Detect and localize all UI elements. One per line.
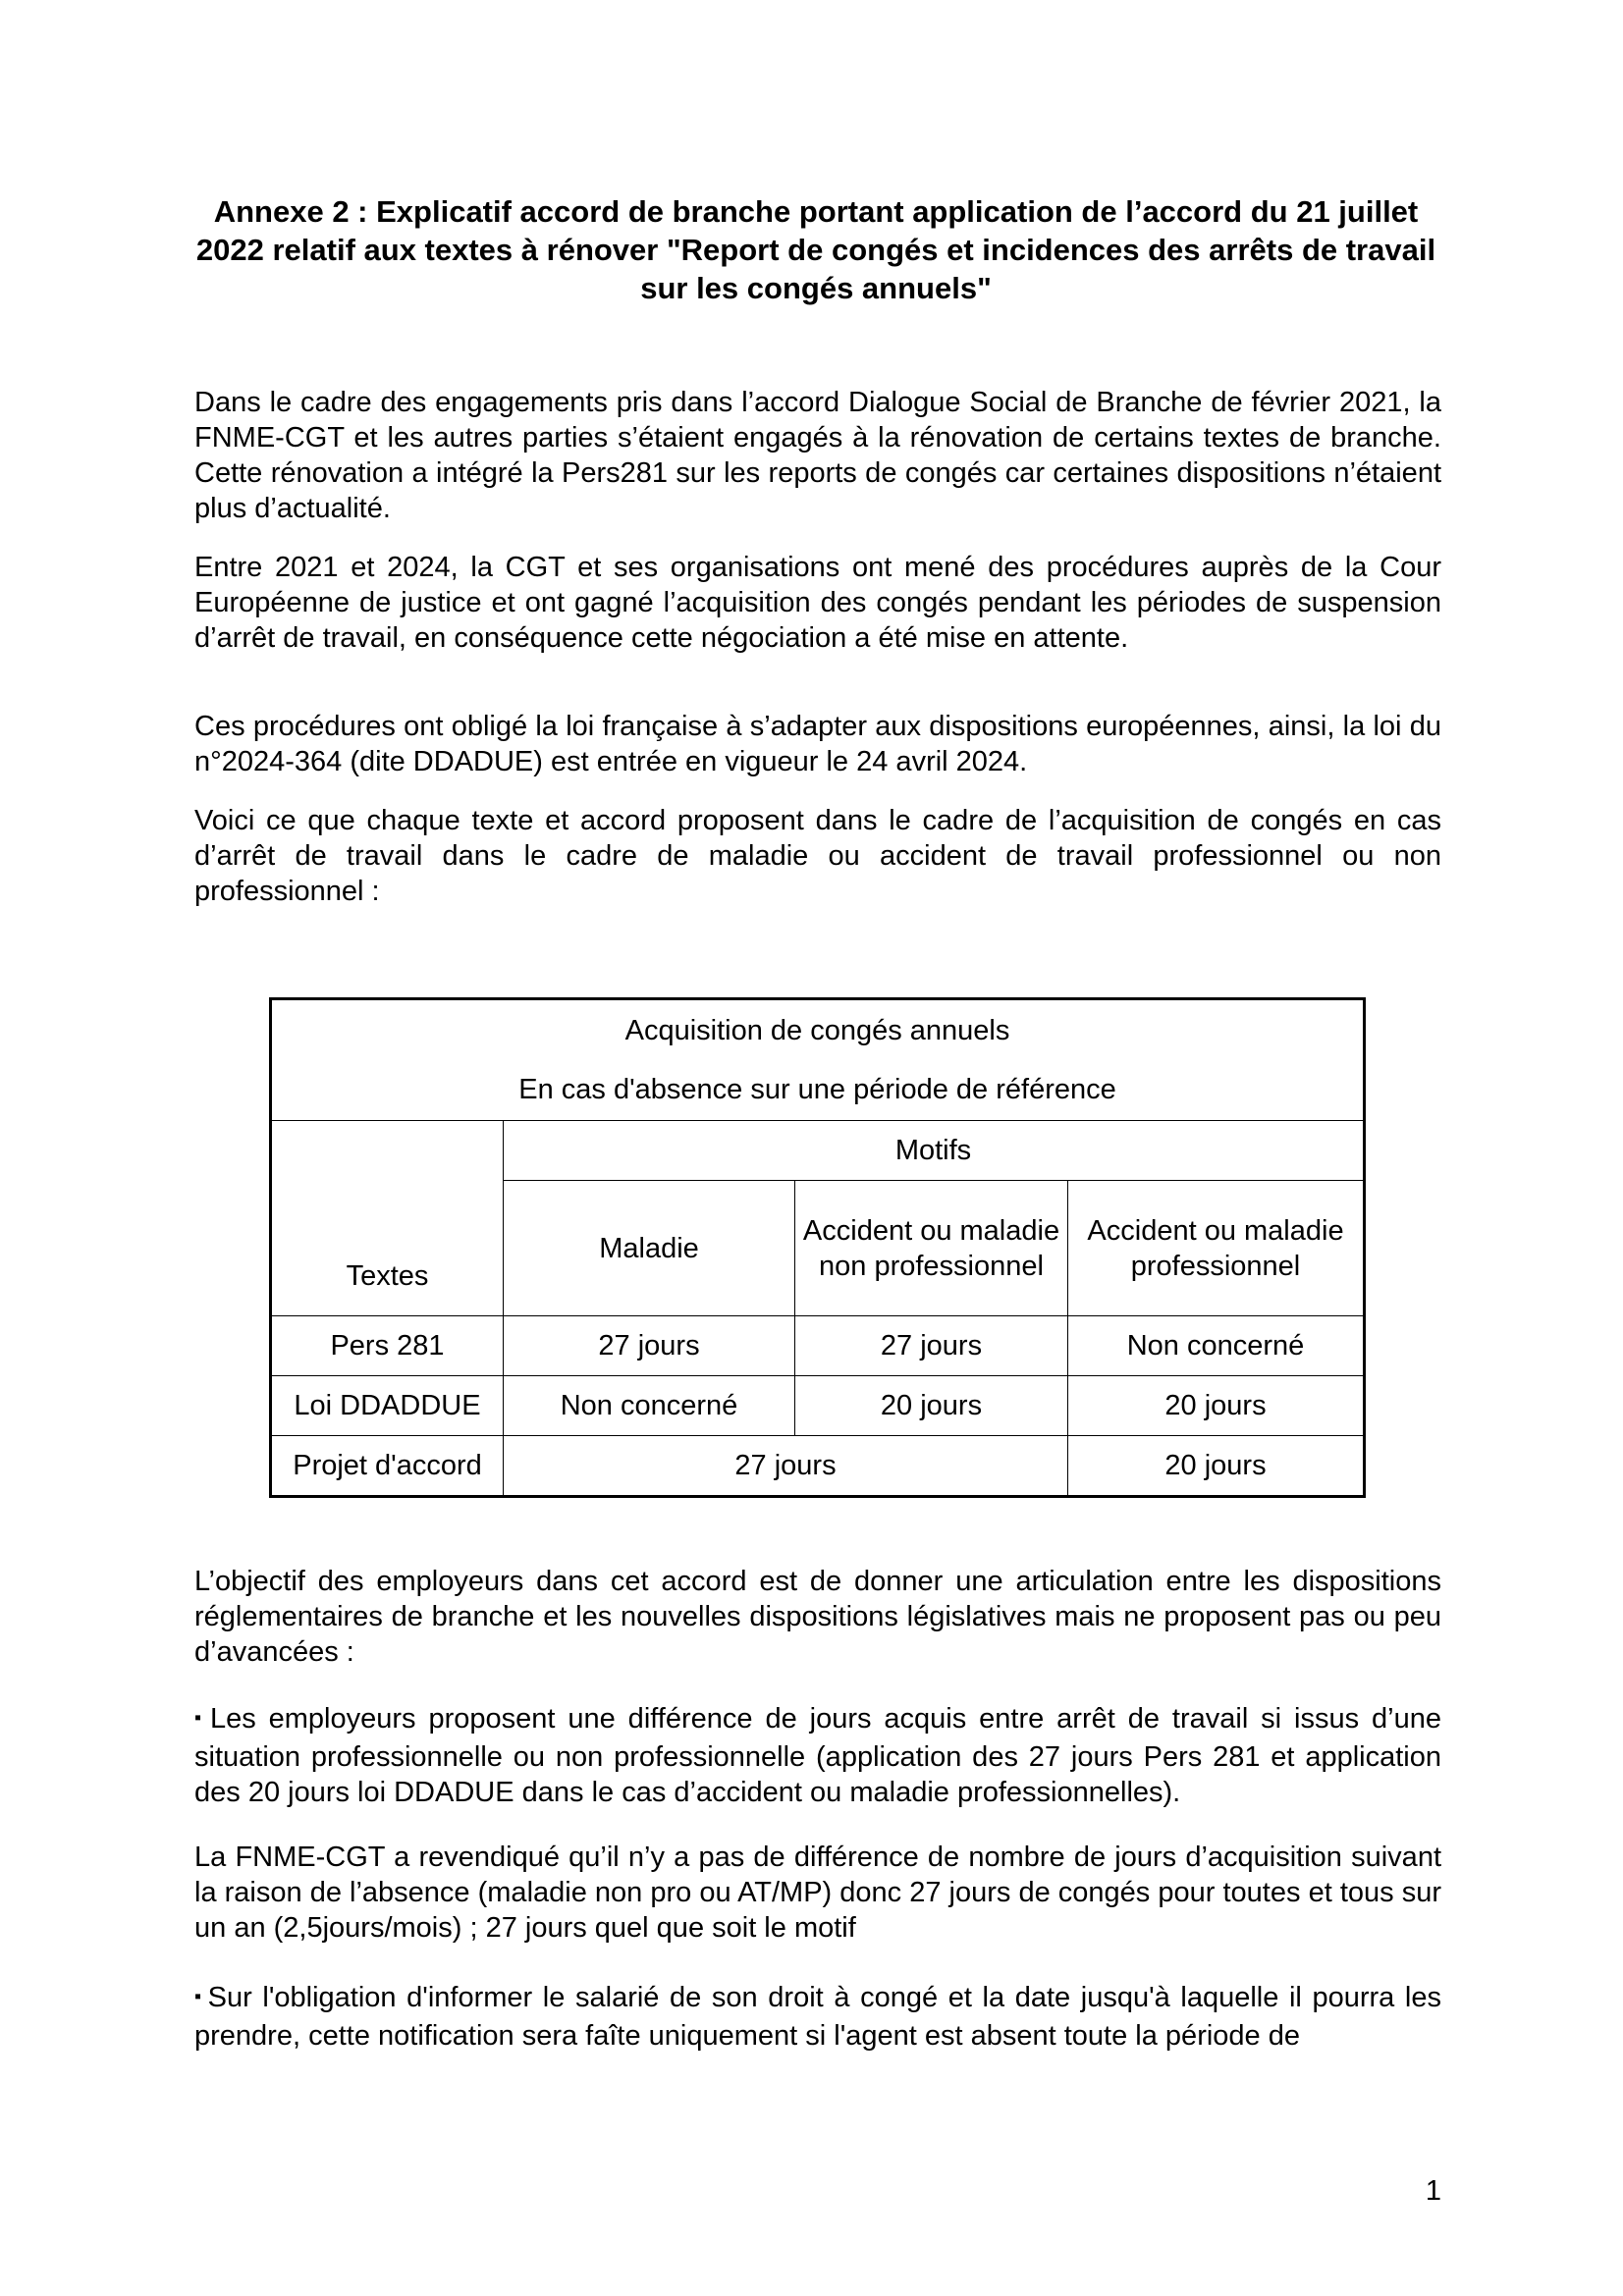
page-number: 1	[1425, 2175, 1441, 2207]
cell-merged-maladie-non-pro: 27 jours	[504, 1436, 1068, 1497]
cell-pro: 20 jours	[1068, 1436, 1365, 1497]
cell-maladie: Non concerné	[504, 1376, 795, 1436]
cell-non-pro: 20 jours	[795, 1376, 1068, 1436]
cell-maladie: 27 jours	[504, 1316, 795, 1376]
paragraph-loi: Ces procédures ont obligé la loi française à s’adapter aux dispositions européennes, ainsi, la loi du n°2024-364 (dite DDADUE) est entrée en vigueur le 24 avril 2024.	[194, 711, 1441, 777]
col-header-non-pro: Accident ou maladie non professionnel	[795, 1181, 1068, 1316]
paragraph-voici: Voici ce que chaque texte et accord proposent dans le cadre de l’acquisition de congés en cas d’arrêt de travail dans le cadre de maladie ou accident de travail professionnel ou non professionnel :	[194, 805, 1441, 907]
paragraph-procedures: Entre 2021 et 2024, la CGT et ses organisations ont mené des procédures auprès de la Cour Européenne de justice et ont gagné l’acquisition des congés pendant les périodes de suspension d’arrêt de travail, en conséquence cette négociation a été mise en attente.	[194, 552, 1441, 654]
col-header-motifs: Motifs	[504, 1121, 1365, 1181]
bullet-text: Les employeurs proposent une différence de jours acquis entre arrêt de travail si issus d’une situation professionnelle ou non professionnelle (application des 27 jours Pers 281 et application des 20 jours loi DDADUE dans le cas d’accident ou maladie professionnelles).	[194, 1703, 1442, 1808]
conges-table	[269, 997, 1366, 1498]
col-header-pro: Accident ou maladie professionnel	[1068, 1181, 1365, 1316]
cell-texte: Loi DDADDUE	[271, 1376, 504, 1436]
cell-texte: Pers 281	[271, 1316, 504, 1376]
bullet-text: Sur l'obligation d'informer le salarié de son droit à congé et la date jusqu'à laquelle il pourra les prendre, cette notification sera faîte uniquement si l'agent est absent toute la période de	[194, 1982, 1441, 2052]
paragraph-context: Dans le cadre des engagements pris dans l’accord Dialogue Social de Branche de février 2021, la FNME-CGT et les autres parties s’étaient engagés à la rénovation de certains textes de branche. Cette rénovation a intégré la Pers281 sur les reports de congés car certaines dispositions n’étaient plus d’actualité.	[194, 387, 1441, 524]
cell-texte: Projet d'accord	[271, 1436, 504, 1497]
document-title: Annexe 2 : Explicatif accord de branche portant application de l’accord du 21 juillet 2022 relatif aux textes à rénover "Report de congés et incidences des arrêts de travail sur les congés annuels"	[195, 194, 1436, 305]
paragraph-objectif: L’objectif des employeurs dans cet accord est de donner une articulation entre les dispositions réglementaires de branche et les nouvelles dispositions législatives mais ne proposent pas ou peu d’avancées :	[194, 1566, 1441, 1668]
table-heading-line1: Acquisition de congés annuels	[624, 1015, 1010, 1046]
bullet-item-difference	[194, 1701, 1441, 1810]
table-row	[271, 1316, 1365, 1376]
bullet-item-obligation	[194, 1980, 1441, 2054]
col-header-textes: Textes	[271, 1121, 504, 1316]
table-heading-line2: En cas d'absence sur une période de référence	[518, 1074, 1116, 1105]
table-row	[271, 1376, 1365, 1436]
bullet-square-icon: ▪	[194, 1986, 204, 2007]
paragraph-fnme: La FNME-CGT a revendiqué qu’il n’y a pas de différence de nombre de jours d’acquisition suivant la raison de l’absence (maladie non pro ou AT/MP) donc 27 jours de congés pour toutes et tous sur un an (2,5jours/mois) ; 27 jours quel que soit le motif	[194, 1842, 1441, 1944]
col-header-maladie: Maladie	[504, 1181, 795, 1316]
bullet-square-icon: ▪	[194, 1707, 206, 1729]
cell-pro: 20 jours	[1068, 1376, 1365, 1436]
table-row	[271, 1436, 1365, 1497]
cell-pro: Non concerné	[1068, 1316, 1365, 1376]
conges-table-wrapper	[269, 997, 1363, 1498]
cell-non-pro: 27 jours	[795, 1316, 1068, 1376]
table-heading	[271, 999, 1365, 1121]
